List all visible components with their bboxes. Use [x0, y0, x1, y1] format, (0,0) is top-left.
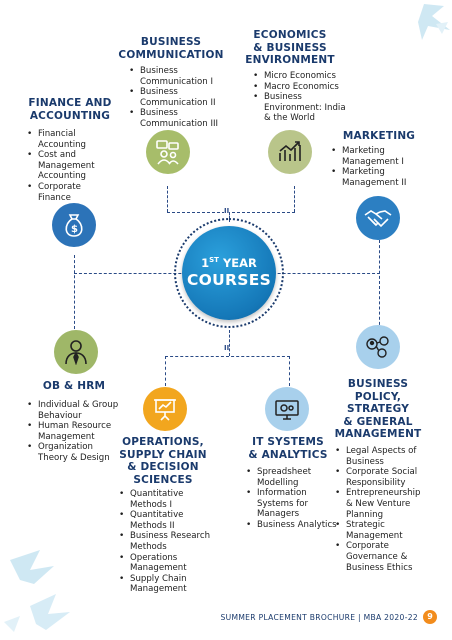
heading-business-policy: BUSINESS POLICY, STRATEGY & GENERAL MANAGEMENT	[334, 378, 422, 440]
heading-marketing: MARKETING	[342, 130, 416, 142]
list-item: • Information Systems for Managers	[245, 488, 337, 520]
connector-ops-rise	[165, 356, 166, 386]
list-ob-hrm	[26, 400, 122, 464]
finance-circle	[52, 203, 96, 247]
connector-it-rise	[289, 356, 290, 386]
connector-top	[167, 212, 295, 213]
center-courses-disc	[182, 226, 276, 320]
center-year-label: 1ST YEAR	[201, 256, 257, 270]
business-policy-circle	[356, 325, 400, 369]
computer-gears-icon	[274, 397, 300, 421]
list-item: • Marketing Management I	[330, 146, 426, 167]
center-courses-label: COURSES	[186, 271, 272, 289]
list-item: • Business Environment: India & the World	[252, 92, 348, 124]
list-item: • Corporate Social Responsibility	[334, 467, 426, 488]
list-finance	[26, 129, 114, 203]
connector-bottom	[165, 356, 290, 357]
list-item: • Financial Accounting	[26, 129, 114, 150]
connector-bc-drop	[167, 186, 168, 212]
list-item: • Macro Economics	[252, 82, 348, 93]
list-item: • Business Communication II	[128, 87, 228, 108]
presentation-board-icon	[152, 396, 178, 422]
list-item: • Business Communication I	[128, 66, 228, 87]
list-item: • Organization Theory & Design	[26, 442, 122, 463]
list-marketing	[330, 146, 426, 188]
list-item: • Quantitative Methods II	[118, 510, 218, 531]
list-economics	[252, 71, 348, 124]
list-item: • Legal Aspects of Business	[334, 446, 426, 467]
list-it-systems	[245, 467, 337, 531]
heading-ob-hrm: OB & HRM	[42, 380, 106, 392]
page-number-badge: 9	[423, 610, 437, 624]
list-item: • Business Analytics	[245, 520, 337, 531]
connector-glyph-top: II	[224, 207, 230, 215]
growth-chart-icon	[277, 139, 303, 165]
it-systems-circle	[265, 387, 309, 431]
connector-finance	[74, 255, 75, 329]
connector-econ-drop	[294, 186, 295, 212]
ob-hrm-circle	[54, 330, 98, 374]
marketing-circle	[356, 196, 400, 240]
list-operations	[118, 489, 218, 595]
list-item: • Strategic Management	[334, 520, 426, 541]
list-item: • Business Communication III	[128, 108, 228, 129]
list-item: • Marketing Management II	[330, 167, 426, 188]
list-item: • Cost and Management Accounting	[26, 150, 114, 182]
handshake-icon	[364, 207, 392, 229]
bird-decoration-top-right	[384, 0, 452, 60]
list-item: • Entrepreneurship & New Venture Planning	[334, 488, 426, 520]
list-item: • Business Research Methods	[118, 531, 218, 552]
economics-circle	[268, 130, 312, 174]
heading-it-systems: IT SYSTEMS & ANALYTICS	[248, 436, 328, 461]
people-chat-icon	[155, 139, 181, 165]
footer-text: SUMMER PLACEMENT BROCHURE | MBA 2020-22	[220, 613, 418, 622]
list-item: • Human Resource Management	[26, 421, 122, 442]
list-business-communication	[128, 66, 228, 130]
money-bag-icon	[62, 212, 86, 238]
heading-economics: ECONOMICS & BUSINESS ENVIRONMENT	[245, 29, 335, 66]
list-business-policy	[334, 446, 426, 573]
connector-glyph-bottom: II	[224, 344, 230, 352]
bird-decoration-bottom-left	[0, 536, 96, 640]
list-item: • Spreadsheet Modelling	[245, 467, 337, 488]
heading-business-communication: BUSINESS COMMUNICATION	[118, 36, 224, 61]
network-people-icon	[365, 334, 391, 360]
list-item: • Operations Management	[118, 553, 218, 574]
list-item: • Corporate Governance & Business Ethics	[334, 541, 426, 573]
list-item: • Quantitative Methods I	[118, 489, 218, 510]
list-item: • Corporate Finance	[26, 182, 114, 203]
list-item: • Individual & Group Behaviour	[26, 400, 122, 421]
person-tie-icon	[64, 339, 88, 365]
operations-circle	[143, 387, 187, 431]
svg-text:$: $	[71, 224, 78, 235]
heading-operations: OPERATIONS, SUPPLY CHAIN & DECISION SCIENCES	[119, 436, 207, 486]
list-item: • Supply Chain Management	[118, 574, 218, 595]
connector-marketing	[379, 240, 380, 330]
business-communication-circle	[146, 130, 190, 174]
heading-finance: FINANCE AND ACCOUNTING	[28, 97, 112, 122]
list-item: • Micro Economics	[252, 71, 348, 82]
